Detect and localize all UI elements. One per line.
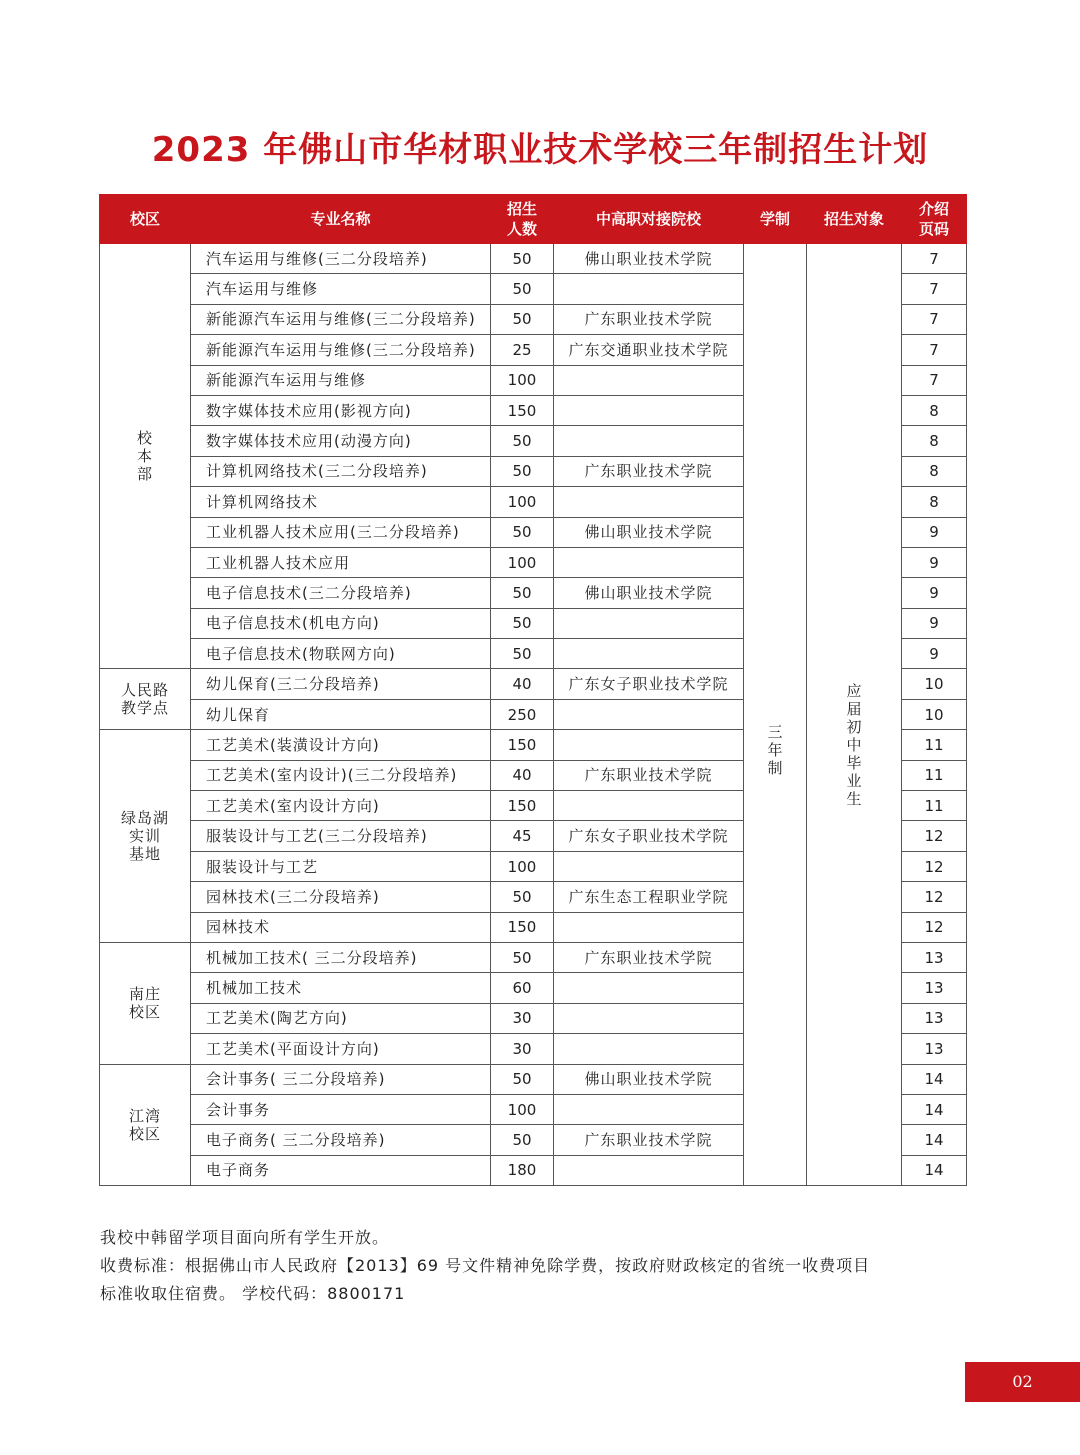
- major-cell: 工艺美术(室内设计方向): [191, 791, 491, 821]
- partner-cell: [554, 274, 744, 304]
- page-ref-cell: 9: [902, 547, 967, 577]
- count-cell: 50: [491, 578, 554, 608]
- major-cell: 新能源汽车运用与维修(三二分段培养): [191, 304, 491, 334]
- count-cell: 50: [491, 639, 554, 669]
- page-ref-cell: 14: [902, 1125, 967, 1155]
- campus-name-line: 江湾: [128, 1106, 161, 1125]
- count-cell: 100: [491, 851, 554, 881]
- partner-cell: 佛山职业技术学院: [554, 517, 744, 547]
- count-cell: 30: [491, 1034, 554, 1064]
- count-cell: 50: [491, 517, 554, 547]
- page-ref-cell: 11: [902, 730, 967, 760]
- target-char: 业: [846, 771, 862, 790]
- major-cell: 服装设计与工艺: [191, 851, 491, 881]
- count-cell: 150: [491, 791, 554, 821]
- partner-cell: [554, 547, 744, 577]
- partner-cell: 广东职业技术学院: [554, 760, 744, 790]
- partner-cell: [554, 639, 744, 669]
- major-cell: 会计事务( 三二分段培养): [191, 1064, 491, 1094]
- campus-cell: [100, 730, 191, 943]
- partner-cell: [554, 487, 744, 517]
- major-cell: 计算机网络技术(三二分段培养): [191, 456, 491, 486]
- header-target: 招生对象: [807, 195, 902, 244]
- major-cell: 电子信息技术(物联网方向): [191, 639, 491, 669]
- count-cell: 100: [491, 1094, 554, 1124]
- page-ref-cell: 12: [902, 912, 967, 942]
- major-cell: 机械加工技术( 三二分段培养): [191, 942, 491, 972]
- partner-cell: [554, 973, 744, 1003]
- page-ref-cell: 14: [902, 1155, 967, 1185]
- campus-cell: [100, 244, 191, 669]
- count-cell: 50: [491, 942, 554, 972]
- major-cell: 汽车运用与维修(三二分段培养): [191, 244, 491, 274]
- page-ref-cell: 11: [902, 791, 967, 821]
- count-cell: 100: [491, 547, 554, 577]
- target-char: 初: [846, 717, 862, 736]
- page-ref-cell: 7: [902, 335, 967, 365]
- major-cell: 工业机器人技术应用: [191, 547, 491, 577]
- partner-cell: 佛山职业技术学院: [554, 578, 744, 608]
- major-cell: 电子商务: [191, 1155, 491, 1185]
- count-cell: 50: [491, 426, 554, 456]
- target-cell: [807, 244, 902, 1186]
- major-cell: 电子商务( 三二分段培养): [191, 1125, 491, 1155]
- page-ref-cell: 13: [902, 942, 967, 972]
- partner-cell: 广东职业技术学院: [554, 1125, 744, 1155]
- major-cell: 会计事务: [191, 1094, 491, 1124]
- count-cell: 45: [491, 821, 554, 851]
- partner-cell: [554, 912, 744, 942]
- page-ref-cell: 12: [902, 851, 967, 881]
- count-cell: 150: [491, 730, 554, 760]
- page-ref-cell: 10: [902, 669, 967, 699]
- partner-cell: 广东职业技术学院: [554, 942, 744, 972]
- page-ref-cell: 13: [902, 973, 967, 1003]
- partner-cell: 广东职业技术学院: [554, 304, 744, 334]
- table-row: [100, 244, 967, 274]
- count-cell: 40: [491, 669, 554, 699]
- page-ref-cell: 9: [902, 639, 967, 669]
- header-count-line2: 人数: [506, 220, 537, 238]
- header-count: [491, 195, 554, 244]
- count-cell: 50: [491, 1064, 554, 1094]
- campus-name-line: 本: [136, 447, 153, 466]
- campus-name-line: 人民路: [120, 681, 169, 700]
- page-ref-cell: 9: [902, 608, 967, 638]
- page-ref-cell: 12: [902, 821, 967, 851]
- campus-name-line: 基地: [128, 845, 161, 864]
- header-major: 专业名称: [191, 195, 491, 244]
- page-ref-cell: 12: [902, 882, 967, 912]
- target-char: 应: [846, 681, 862, 700]
- partner-cell: 广东交通职业技术学院: [554, 335, 744, 365]
- major-cell: 新能源汽车运用与维修: [191, 365, 491, 395]
- count-cell: 25: [491, 335, 554, 365]
- campus-name-line: 实训: [128, 827, 161, 846]
- page-ref-cell: 7: [902, 304, 967, 334]
- system-char: 年: [767, 740, 783, 759]
- header-partner: 中高职对接院校: [554, 195, 744, 244]
- campus-name-line: 绿岛湖: [120, 809, 169, 828]
- campus-name-line: 部: [136, 465, 153, 484]
- header-system: 学制: [744, 195, 807, 244]
- campus-cell: [100, 669, 191, 730]
- system-char: 三: [767, 722, 783, 741]
- major-cell: 幼儿保育(三二分段培养): [191, 669, 491, 699]
- page-ref-cell: 14: [902, 1064, 967, 1094]
- major-cell: 园林技术(三二分段培养): [191, 882, 491, 912]
- target-char: 届: [846, 699, 862, 718]
- count-cell: 50: [491, 608, 554, 638]
- page-ref-cell: 14: [902, 1094, 967, 1124]
- page-ref-cell: 9: [902, 517, 967, 547]
- major-cell: 电子信息技术(机电方向): [191, 608, 491, 638]
- major-cell: 工艺美术(装潢设计方向): [191, 730, 491, 760]
- header-page-line2: 页码: [918, 220, 949, 238]
- header-count-line1: 招生: [506, 200, 537, 218]
- campus-name-line: 南庄: [128, 985, 161, 1004]
- count-cell: 50: [491, 882, 554, 912]
- partner-cell: [554, 699, 744, 729]
- count-cell: 50: [491, 456, 554, 486]
- page-ref-cell: 8: [902, 426, 967, 456]
- count-cell: 30: [491, 1003, 554, 1033]
- count-cell: 50: [491, 1125, 554, 1155]
- partner-cell: 广东生态工程职业学院: [554, 882, 744, 912]
- count-cell: 150: [491, 395, 554, 425]
- partner-cell: [554, 791, 744, 821]
- major-cell: 工艺美术(平面设计方向): [191, 1034, 491, 1064]
- note-line: 收费标准：根据佛山市人民政府【2013】69 号文件精神免除学费，按政府财政核定的省统一收费项目: [100, 1256, 871, 1275]
- page-ref-cell: 7: [902, 244, 967, 274]
- system-char: 制: [767, 758, 783, 777]
- major-cell: 服装设计与工艺(三二分段培养): [191, 821, 491, 851]
- count-cell: 50: [491, 244, 554, 274]
- major-cell: 新能源汽车运用与维修(三二分段培养): [191, 335, 491, 365]
- header-page: [902, 195, 967, 244]
- page-title: 2023 年佛山市华材职业技术学校三年制招生计划: [151, 130, 929, 170]
- count-cell: 100: [491, 365, 554, 395]
- target-char: 中: [846, 735, 862, 754]
- count-cell: 100: [491, 487, 554, 517]
- partner-cell: 佛山职业技术学院: [554, 1064, 744, 1094]
- major-cell: 电子信息技术(三二分段培养): [191, 578, 491, 608]
- partner-cell: 佛山职业技术学院: [554, 244, 744, 274]
- major-cell: 汽车运用与维修: [191, 274, 491, 304]
- page-ref-cell: 13: [902, 1003, 967, 1033]
- partner-cell: [554, 1155, 744, 1185]
- count-cell: 150: [491, 912, 554, 942]
- major-cell: 数字媒体技术应用(动漫方向): [191, 426, 491, 456]
- major-cell: 工艺美术(室内设计)(三二分段培养): [191, 760, 491, 790]
- count-cell: 60: [491, 973, 554, 1003]
- campus-name-line: 校区: [128, 1003, 161, 1022]
- partner-cell: [554, 426, 744, 456]
- partner-cell: 广东职业技术学院: [554, 456, 744, 486]
- major-cell: 幼儿保育: [191, 699, 491, 729]
- page-ref-cell: 7: [902, 274, 967, 304]
- major-cell: 工艺美术(陶艺方向): [191, 1003, 491, 1033]
- header-campus: 校区: [100, 195, 191, 244]
- count-cell: 50: [491, 274, 554, 304]
- page-ref-cell: 8: [902, 487, 967, 517]
- partner-cell: [554, 395, 744, 425]
- count-cell: 180: [491, 1155, 554, 1185]
- major-cell: 数字媒体技术应用(影视方向): [191, 395, 491, 425]
- target-char: 毕: [846, 753, 862, 772]
- count-cell: 250: [491, 699, 554, 729]
- table-header-row: [100, 195, 967, 244]
- page-ref-cell: 9: [902, 578, 967, 608]
- enrollment-table: [99, 194, 967, 1186]
- partner-cell: [554, 851, 744, 881]
- campus-name-line: 教学点: [120, 699, 169, 718]
- partner-cell: 广东女子职业技术学院: [554, 821, 744, 851]
- page-ref-cell: 7: [902, 365, 967, 395]
- count-cell: 40: [491, 760, 554, 790]
- page-ref-cell: 8: [902, 456, 967, 486]
- partner-cell: [554, 365, 744, 395]
- campus-name-line: 校: [136, 429, 153, 448]
- major-cell: 园林技术: [191, 912, 491, 942]
- page-ref-cell: 13: [902, 1034, 967, 1064]
- system-cell: [744, 244, 807, 1186]
- note-line: 我校中韩留学项目面向所有学生开放。: [100, 1228, 390, 1247]
- partner-cell: [554, 730, 744, 760]
- partner-cell: [554, 1034, 744, 1064]
- partner-cell: [554, 1094, 744, 1124]
- partner-cell: [554, 608, 744, 638]
- major-cell: 机械加工技术: [191, 973, 491, 1003]
- partner-cell: 广东女子职业技术学院: [554, 669, 744, 699]
- page-number: 02: [965, 1362, 1080, 1402]
- major-cell: 工业机器人技术应用(三二分段培养): [191, 517, 491, 547]
- count-cell: 50: [491, 304, 554, 334]
- page-ref-cell: 10: [902, 699, 967, 729]
- note-line: 标准收取住宿费。 学校代码：8800171: [100, 1284, 406, 1303]
- campus-cell: [100, 1064, 191, 1186]
- notes: [100, 1224, 870, 1308]
- campus-name-line: 校区: [128, 1124, 161, 1143]
- header-page-line1: 介绍: [918, 200, 949, 218]
- partner-cell: [554, 1003, 744, 1033]
- page-ref-cell: 8: [902, 395, 967, 425]
- campus-cell: [100, 942, 191, 1064]
- target-char: 生: [846, 789, 862, 808]
- page-ref-cell: 11: [902, 760, 967, 790]
- major-cell: 计算机网络技术: [191, 487, 491, 517]
